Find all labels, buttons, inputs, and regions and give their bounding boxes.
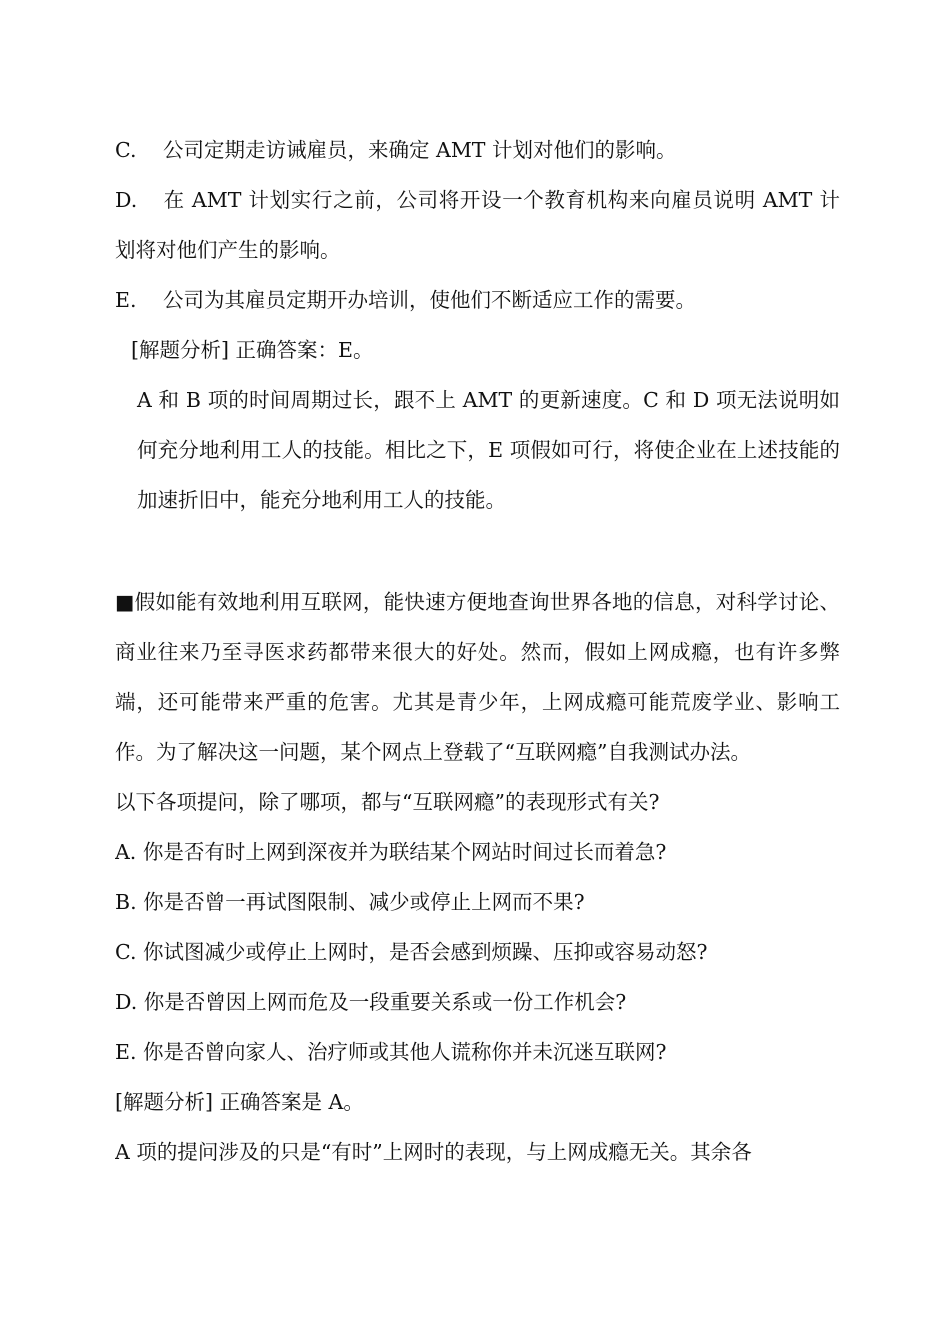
option-letter: C. xyxy=(115,138,137,162)
option-d xyxy=(115,175,840,275)
option-e: E. 你是否曾向家人、治疗师或其他人谎称你并未沉迷互联网? xyxy=(115,1040,667,1064)
document-page xyxy=(115,125,840,1177)
analysis-body: A 和 B 项的时间周期过长，跟不上 AMT 的更新速度。C 和 D 项无法说明如何充分地利用工人的技能。相比之下，E 项假如可行，将使企业在上述技能的加速折旧中，能充分地利用工人的技能。 xyxy=(137,388,840,512)
question: 以下各项提问，除了哪项，都与“互联网瘾”的表现形式有关? xyxy=(115,790,660,814)
analysis-heading: [解题分析] 正确答案：E。 xyxy=(131,338,374,362)
analysis-body: A 项的提问涉及的只是“有时”上网时的表现，与上网成瘾无关。其余各 xyxy=(115,1140,752,1164)
option-d: D. 你是否曾因上网而危及一段重要关系或一份工作机会? xyxy=(115,990,627,1014)
option-letter: D. xyxy=(115,188,138,212)
passage xyxy=(115,577,840,777)
option-e xyxy=(115,275,840,325)
spacer xyxy=(115,525,840,577)
analysis-heading: [解题分析] 正确答案是 A。 xyxy=(115,1090,364,1114)
passage-text: 假如能有效地利用互联网，能快速方便地查询世界各地的信息，对科学讨论、商业往来乃至寻医求药都带来很大的好处。然而，假如上网成瘾，也有许多弊端，还可能带来严重的危害。尤其是青少年，上网成瘾可能荒废学业、影响工作。为了解决这一问题，某个网点上登载了“互联网瘾”自我测试办法。 xyxy=(115,590,840,764)
square-bullet-icon: ■ xyxy=(115,590,135,614)
option-text: 公司为其雇员定期开办培训，使他们不断适应工作的需要。 xyxy=(163,288,696,312)
option-text: 在 AMT 计划实行之前，公司将开设一个教育机构来向雇员说明 AMT 计划将对他们产生的影响。 xyxy=(115,188,840,262)
option-c: C. 你试图减少或停止上网时，是否会感到烦躁、压抑或容易动怒? xyxy=(115,940,708,964)
option-letter: E. xyxy=(115,288,137,312)
option-a: A. 你是否有时上网到深夜并为联结某个网站时间过长而着急? xyxy=(115,840,667,864)
option-c xyxy=(115,125,840,175)
option-b: B. 你是否曾一再试图限制、减少或停止上网而不果? xyxy=(115,890,585,914)
option-text: 公司定期走访诫雇员，来确定 AMT 计划对他们的影响。 xyxy=(163,138,677,162)
